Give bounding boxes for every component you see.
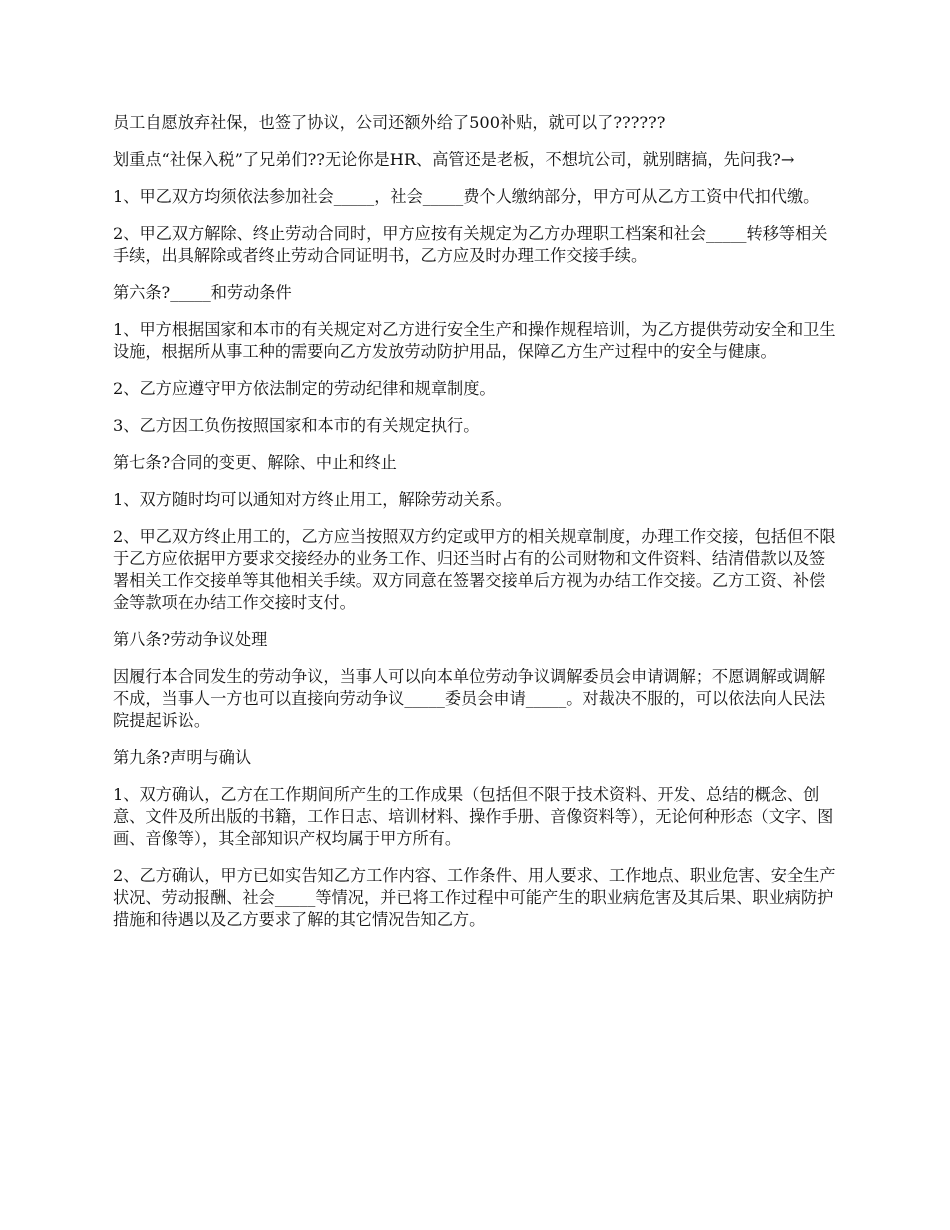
paragraph-clause-social-insurance: 1、甲乙双方均须依法参加社会_____，社会_____费个人缴纳部分，甲方可从乙方工资中代扣代缴。 xyxy=(113,187,820,206)
article-7-heading: 第七条?合同的变更、解除、中止和终止 xyxy=(113,453,397,472)
paragraph-ip-confirmation: 1、双方确认，乙方在工作期间所产生的工作成果（包括但不限于技术资料、开发、总结的概念、创意、文件及所出版的书籍，工作日志、培训材料、操作手册、音像资料等），无论何种形态（文字、图画、音像等），其全部知识产权均属于甲方所有。 xyxy=(113,785,834,848)
paragraph-safety-training: 1、甲方根据国家和本市的有关规定对乙方进行安全生产和操作规程培训，为乙方提供劳动安全和卫生设施，根据所从事工种的需要向乙方发放劳动防护用品，保障乙方生产过程中的安全与健康。 xyxy=(113,320,836,361)
paragraph-clause-termination-procedures: 2、甲乙双方解除、终止劳动合同时，甲方应按有关规定为乙方办理职工档案和社会_____转移等相关手续，出具解除或者终止劳动合同证明书，乙方应及时办理工作交接手续。 xyxy=(113,224,828,265)
article-6-heading: 第六条?_____和劳动条件 xyxy=(113,283,292,302)
paragraph-intro: 员工自愿放弃社保，也签了协议，公司还额外给了500补贴，就可以了?????? xyxy=(113,113,666,132)
paragraph-work-injury: 3、乙方因工负伤按照国家和本市的有关规定执行。 xyxy=(113,416,480,435)
article-8-heading: 第八条?劳动争议处理 xyxy=(113,630,268,649)
paragraph-dispute-resolution: 因履行本合同发生的劳动争议，当事人可以向本单位劳动争议调解委员会申请调解；不愿调解或调解不成，当事人一方也可以直接向劳动争议_____委员会申请_____。对裁决不服的，可以依法向人民法院提起诉讼。 xyxy=(113,667,826,730)
paragraph-labor-discipline: 2、乙方应遵守甲方依法制定的劳动纪律和规章制度。 xyxy=(113,379,496,398)
paragraph-disclosure-confirmation: 2、乙方确认，甲方已如实告知乙方工作内容、工作条件、用人要求、工作地点、职业危害、安全生产状况、劳动报酬、社会_____等情况，并已将工作过程中可能产生的职业病危害及其后果、职业病防护措施和待遇以及乙方要求了解的其它情况告知乙方。 xyxy=(113,866,836,929)
article-9-heading: 第九条?声明与确认 xyxy=(113,748,252,767)
paragraph-highlight: 划重点“社保入税”了兄弟们??无论你是HR、高管还是老板，不想坑公司，就别瞎搞，先问我?→ xyxy=(113,150,795,169)
paragraph-handover: 2、甲乙双方终止用工的，乙方应当按照双方约定或甲方的相关规章制度，办理工作交接，包括但不限于乙方应依据甲方要求交接经办的业务工作、归还当时占有的公司财物和文件资料、结清借款以及签署相关工作交接单等其他相关手续。双方同意在签署交接单后方视为办结工作交接。乙方工资、补偿金等款项在办结工作交接时支付。 xyxy=(113,527,836,612)
paragraph-notice-termination: 1、双方随时均可以通知对方终止用工，解除劳动关系。 xyxy=(113,490,512,509)
